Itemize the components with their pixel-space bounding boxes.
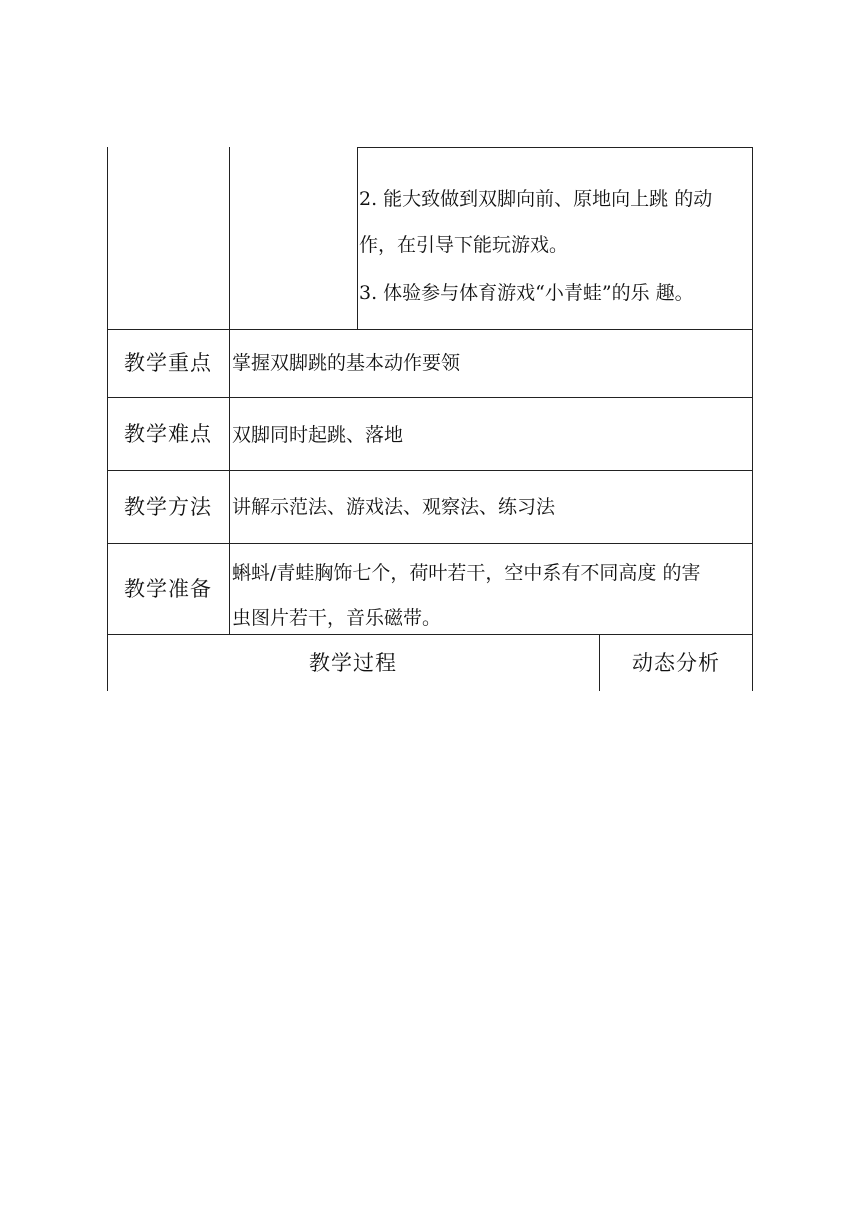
row-content-difficulties: 双脚同时起跳、落地 — [232, 424, 404, 446]
objective-line-1: 2. 能大致做到双脚向前、原地向上跳 的动 — [359, 188, 713, 210]
row-label-preparation: 教学准备 — [124, 577, 212, 601]
row-content-preparation-line-1: 蝌蚪/青蛙胸饰七个，荷叶若干，空中系有不同高度 的害 — [232, 562, 701, 584]
row-separator-4 — [107, 543, 753, 544]
objectives-cell-border-left — [357, 147, 358, 329]
table-border-left — [107, 147, 108, 691]
row-separator-2 — [107, 397, 753, 398]
row-label-key-points: 教学重点 — [124, 351, 212, 375]
row-separator-5 — [107, 634, 753, 635]
label-column-divider — [229, 147, 230, 635]
dynamic-analysis-header: 动态分析 — [632, 651, 720, 675]
objective-line-3: 3. 体验参与体育游戏“小青蛙”的乐 趣。 — [359, 282, 694, 304]
objective-line-2: 作，在引导下能玩游戏。 — [359, 234, 569, 256]
row-label-methods: 教学方法 — [124, 495, 212, 519]
row-content-preparation-line-2: 虫图片若干，音乐磁带。 — [232, 607, 442, 629]
row-separator-1 — [107, 329, 753, 330]
table-border-right — [752, 147, 753, 691]
teaching-process-header: 教学过程 — [309, 651, 397, 675]
objectives-cell-border-top — [357, 147, 753, 148]
row-label-difficulties: 教学难点 — [124, 422, 212, 446]
row-content-key-points: 掌握双脚跳的基本动作要领 — [232, 352, 461, 374]
row-content-methods: 讲解示范法、游戏法、观察法、练习法 — [232, 496, 556, 518]
row-separator-3 — [107, 470, 753, 471]
footer-column-divider — [599, 634, 600, 691]
